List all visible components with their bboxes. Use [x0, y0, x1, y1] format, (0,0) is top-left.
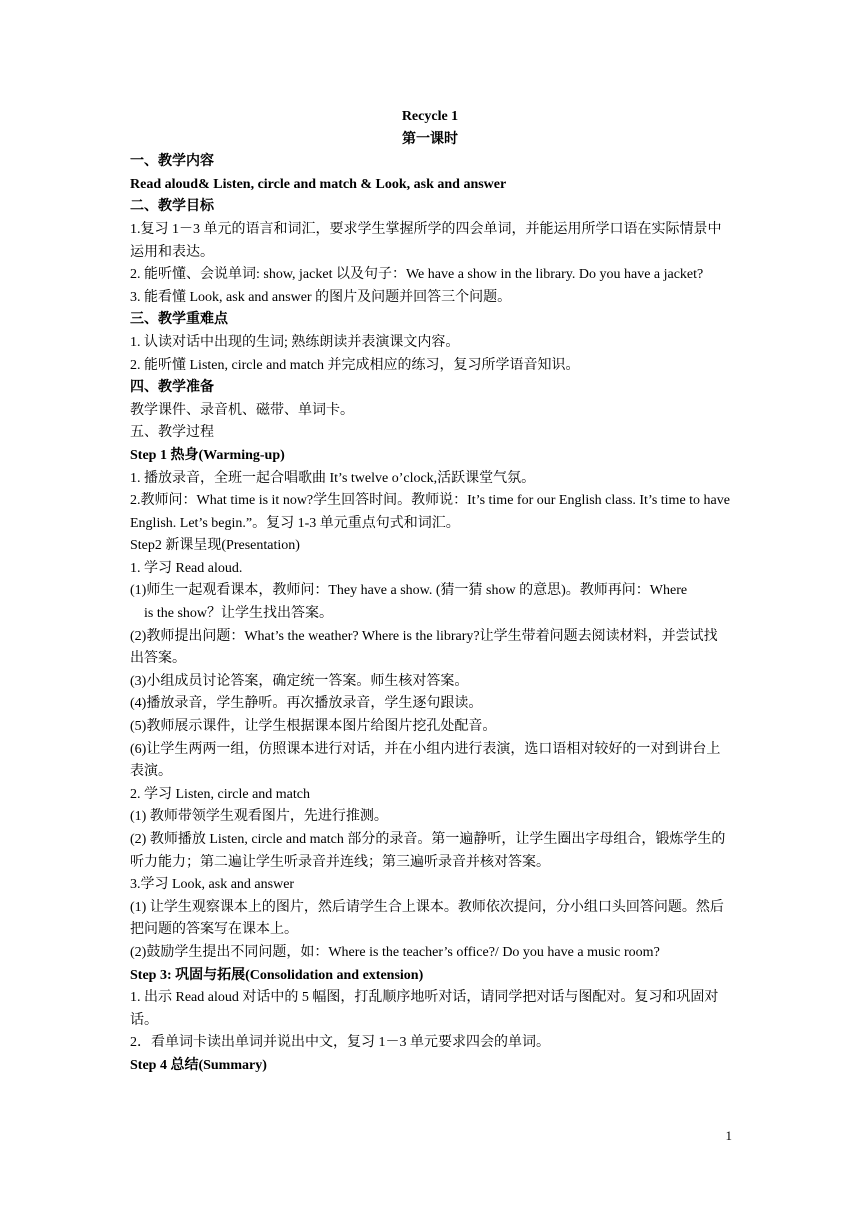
- step2-part1-item: (6)让学生两两一组，仿照课本进行对话，并在小组内进行表演，选口语相对较好的一对到讲台上表演。: [130, 741, 721, 780]
- step2-part1-item: (1)师生一起观看课本，教师问：They have a show. (猜一猜 show 的意思)。教师再问：Where: [130, 583, 688, 599]
- document-subtitle: 第一课时: [402, 131, 458, 147]
- preparation-text: 教学课件、录音机、磁带、单词卡。: [130, 402, 354, 418]
- section-heading-content: 一、教学内容: [130, 154, 214, 170]
- goal-item: 1.复习 1－3 单元的语言和词汇，要求学生掌握所学的四会单词，并能运用所学口语在实际情景中运用和表达。: [130, 221, 722, 260]
- step3-item: 2．看单词卡读出单词并说出中文，复习 1－3 单元要求四会的单词。: [130, 1035, 550, 1051]
- section-heading-process: 五、教学过程: [130, 425, 214, 441]
- step1-heading: Step 1 热身(Warming-up): [130, 447, 285, 463]
- step2-part3-title: 3.学习 Look, ask and answer: [130, 877, 295, 893]
- step2-heading: Step2 新课呈现(Presentation): [130, 538, 300, 554]
- step2-part2-item: (2) 教师播放 Listen, circle and match 部分的录音。第一遍静听，让学生圈出字母组合，锻炼学生的听力能力；第二遍让学生听录音并连线；第三遍听录音并核对答案。: [130, 832, 726, 870]
- step3-item: 1. 出示 Read aloud 对话中的 5 幅图，打乱顺序地听对话，请同学把对话与图配对。复习和巩固对话。: [130, 990, 719, 1028]
- step3-heading: Step 3: 巩固与拓展(Consolidation and extension): [130, 967, 424, 983]
- key-point-item: 1. 认读对话中出现的生词; 熟练朗读并表演课文内容。: [130, 334, 460, 350]
- step2-part1-item: (2)教师提出问题：What’s the weather? Where is the library?让学生带着问题去阅读材料，并尝试找出答案。: [130, 628, 718, 667]
- goal-item: 2. 能听懂、会说单词: show, jacket 以及句子：We have a show in the library. Do you have a jacket?: [130, 267, 704, 283]
- document-title: Recycle 1: [401, 109, 459, 124]
- step2-part2-title: 2. 学习 Listen, circle and match: [130, 786, 310, 802]
- step2-part3-item: (1) 让学生观察课本上的图片，然后请学生合上课本。教师依次提问，分小组口头回答问题。然后把问题的答案写在课本上。: [130, 899, 724, 938]
- step2-part1-item: is the show？让学生找出答案。: [144, 606, 333, 622]
- section-heading-goals: 二、教学目标: [130, 199, 214, 215]
- step2-part1-item: (5)教师展示课件，让学生根据课本图片给图片挖孔处配音。: [130, 719, 497, 735]
- step1-item: 2.教师问：What time is it now?学生回答时间。教师说：It’s time for our English class. It’s time to have English. Let’s begin.”。复习 1-3 单元重点句式和词汇。: [130, 493, 730, 531]
- key-point-item: 2. 能听懂 Listen, circle and match 并完成相应的练习，复习所学语音知识。: [130, 357, 580, 373]
- step2-part1-item: (4)播放录音，学生静听。再次播放录音，学生逐句跟读。: [130, 696, 483, 712]
- goal-item: 3. 能看懂 Look, ask and answer 的图片及问题并回答三个问题。: [130, 289, 512, 305]
- section-heading-preparation: 四、教学准备: [130, 380, 214, 396]
- step2-part2-item: (1) 教师带领学生观看图片，先进行推测。: [130, 809, 388, 825]
- step2-part1-title: 1. 学习 Read aloud.: [130, 560, 243, 576]
- document-body: [130, 106, 730, 1078]
- step4-heading: Step 4 总结(Summary): [130, 1057, 267, 1073]
- step2-part1-item: (3)小组成员讨论答案，确定统一答案。师生核对答案。: [130, 673, 469, 689]
- section-heading-key-points: 三、教学重难点: [130, 312, 228, 328]
- page-number: 1: [725, 1128, 732, 1143]
- step2-part3-item: (2)鼓励学生提出不同问题，如：Where is the teacher’s office?/ Do you have a music room?: [130, 944, 660, 960]
- section-content-text: Read aloud& Listen, circle and match & Look, ask and answer: [130, 176, 507, 192]
- step1-item: 1. 播放录音，全班一起合唱歌曲 It’s twelve o’clock,活跃课堂气氛。: [130, 470, 536, 486]
